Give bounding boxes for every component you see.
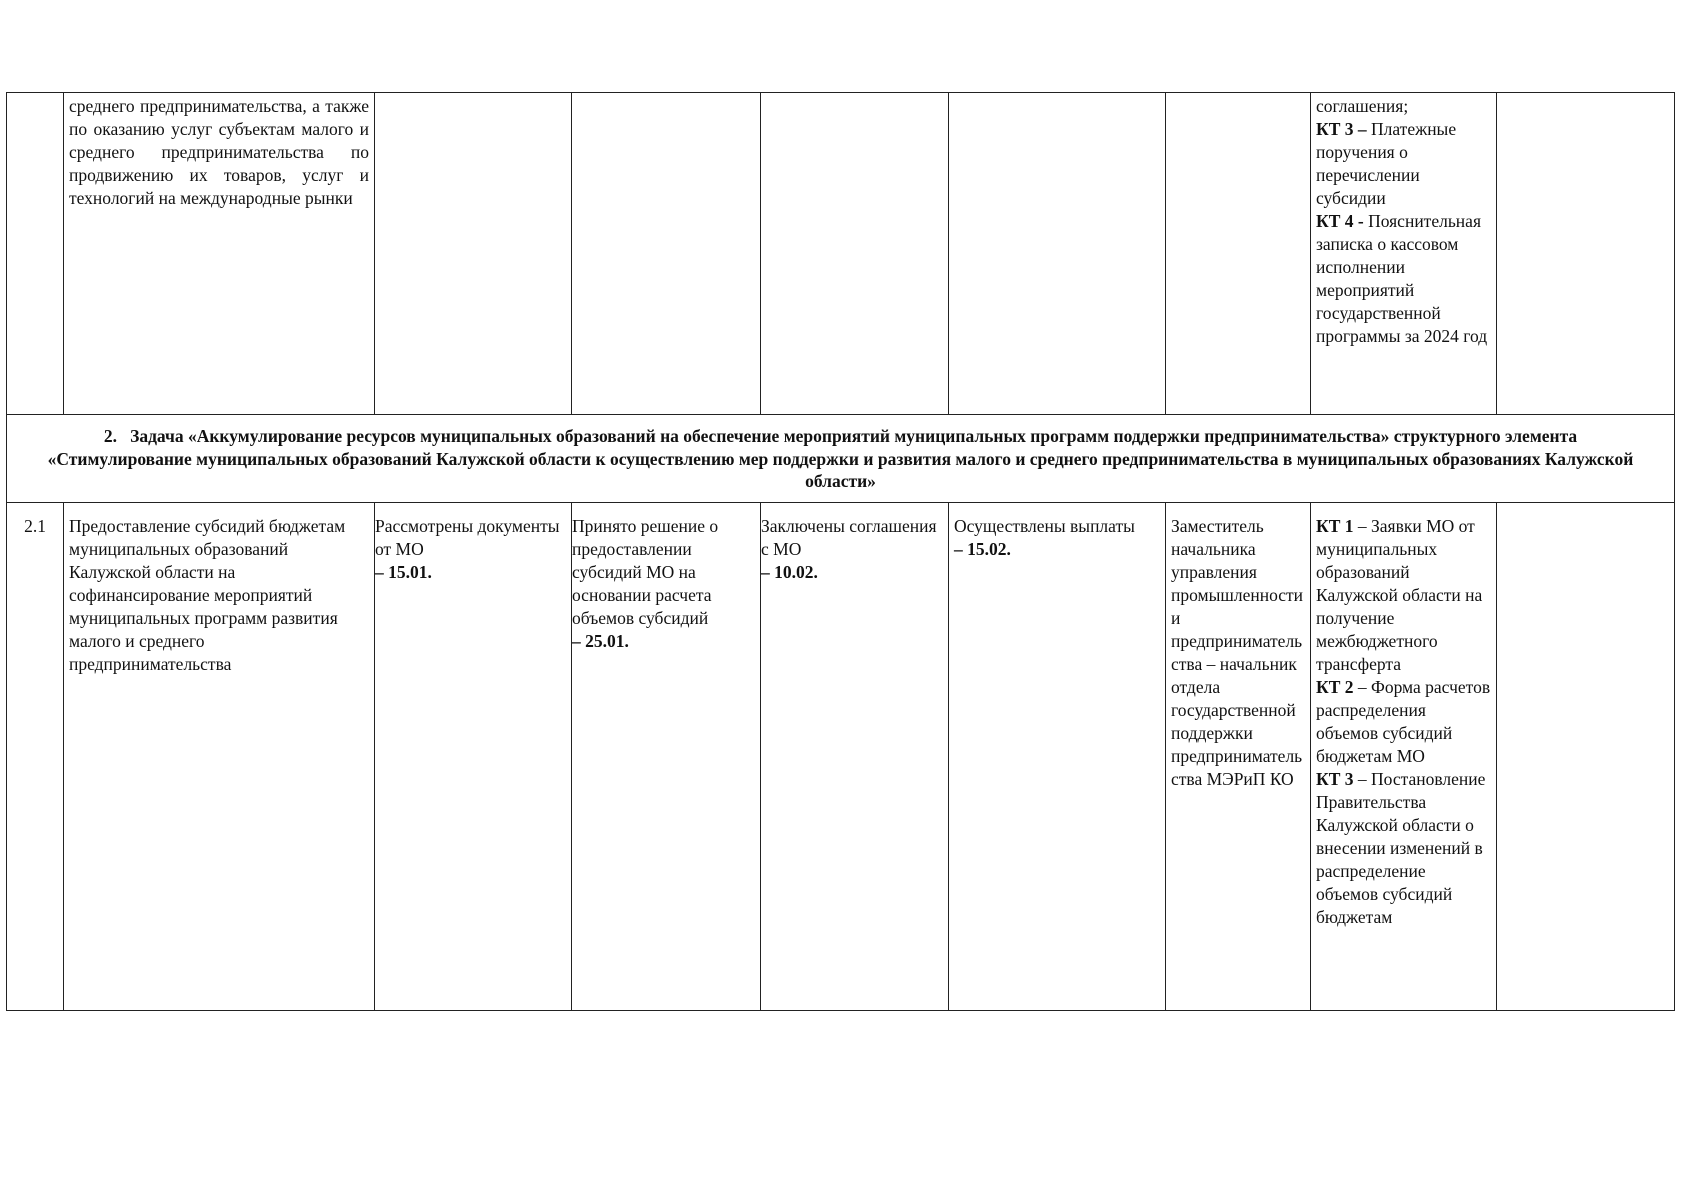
checkpoint-text: – Заявки МО от муниципальных образований Калужской области на получение межбюджетного трансферта bbox=[1316, 516, 1483, 674]
cell-stage-1 bbox=[375, 503, 572, 1011]
cell-notes bbox=[1497, 93, 1675, 415]
checkpoint-item bbox=[1316, 210, 1491, 348]
cell-stage-1 bbox=[375, 93, 572, 415]
cell-stage-2 bbox=[572, 93, 761, 415]
checkpoint-code: КТ 3 – bbox=[1316, 119, 1367, 139]
plan-table bbox=[6, 92, 1675, 1011]
cell-responsible bbox=[1166, 503, 1311, 1011]
stage-text: Принято решение о предоставлении субсидий МО на основании расчета объемов субсидий bbox=[572, 516, 719, 628]
cell-number bbox=[7, 93, 64, 415]
checkpoint-text: Пояснительная записка о кассовом исполнении мероприятий государственной программы за 2024 год bbox=[1316, 211, 1488, 346]
cell-stage-3 bbox=[761, 503, 949, 1011]
stage-text: Осуществлены выплаты bbox=[954, 516, 1135, 536]
checkpoint-item bbox=[1316, 515, 1491, 676]
table-row-2-1 bbox=[7, 503, 1675, 1011]
stage-text: Рассмотрены документы от МО bbox=[375, 516, 560, 559]
responsible-text: Заместитель начальника управления промышленности и предпринимательства – начальник отдела государственной поддержки предпринимательства МЭРиП КО bbox=[1171, 516, 1304, 789]
table-row-continuation bbox=[7, 93, 1675, 415]
cell-checkpoints bbox=[1311, 93, 1497, 415]
task-header-row bbox=[7, 415, 1675, 503]
stage-date: – 15.01. bbox=[375, 562, 432, 582]
checkpoint-item bbox=[1316, 768, 1491, 929]
stage-text: Заключены соглашения с МО bbox=[761, 516, 937, 559]
checkpoint-code: КТ 2 bbox=[1316, 677, 1354, 697]
row-number: 2.1 bbox=[24, 516, 46, 536]
checkpoint-text: соглашения; bbox=[1316, 96, 1409, 116]
cell-responsible bbox=[1166, 93, 1311, 415]
checkpoint-text: Платежные поручения о перечислении субсидии bbox=[1316, 119, 1457, 208]
task-header-cell bbox=[7, 415, 1675, 503]
checkpoint-code: КТ 1 bbox=[1316, 516, 1354, 536]
cell-checkpoints bbox=[1311, 503, 1497, 1011]
task-title: Задача «Аккумулирование ресурсов муниципальных образований на обеспечение мероприятий муниципальных программ поддержки предпринимательства» структурного элемента «Стимулирование муниципальных образований Калужской области к осуществлению мер поддержки и развития малого и среднего предпринимательства в муниципальных образованиях Калужской области» bbox=[47, 426, 1634, 491]
checkpoint-code: КТ 4 - bbox=[1316, 211, 1364, 231]
stage-date: – 25.01. bbox=[572, 631, 629, 651]
task-number: 2. bbox=[103, 426, 117, 446]
stage-date: – 15.02. bbox=[954, 539, 1011, 559]
cell-stage-2 bbox=[572, 503, 761, 1011]
cell-stage-4 bbox=[949, 503, 1166, 1011]
checkpoint-text: – Форма расчетов распределения объемов субсидий бюджетам МО bbox=[1316, 677, 1491, 766]
cell-stage-3 bbox=[761, 93, 949, 415]
cell-number bbox=[7, 503, 64, 1011]
event-description-text: Предоставление субсидий бюджетам муниципальных образований Калужской области на софинансирование мероприятий муниципальных программ развития малого и среднего предпринимательства bbox=[69, 516, 346, 674]
cell-event-description bbox=[64, 93, 375, 415]
checkpoint-code: КТ 3 bbox=[1316, 769, 1354, 789]
cell-notes bbox=[1497, 503, 1675, 1011]
stage-date: – 10.02. bbox=[761, 562, 818, 582]
cell-event-description bbox=[64, 503, 375, 1011]
checkpoint-text: – Постановление Правительства Калужской области о внесении изменений в распределение объемов субсидий бюджетам bbox=[1316, 769, 1486, 927]
checkpoint-item bbox=[1316, 676, 1491, 768]
event-description-text: среднего предпринимательства, а также по оказанию услуг субъектам малого и среднего предпринимательства по продвижению их товаров, услуг и технологий на международные рынки bbox=[69, 96, 369, 208]
checkpoint-item bbox=[1316, 118, 1491, 210]
cell-stage-4 bbox=[949, 93, 1166, 415]
